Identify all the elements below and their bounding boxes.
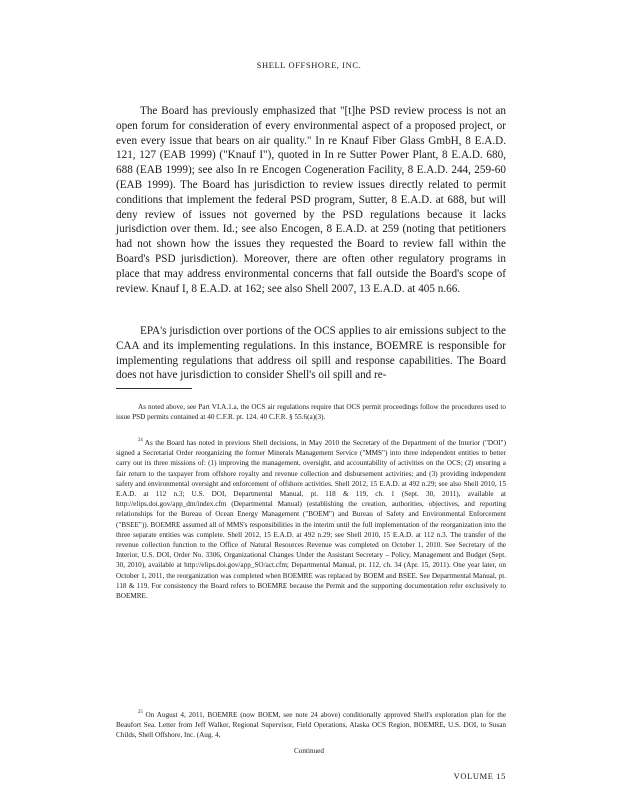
footnote-25 <box>116 710 506 741</box>
running-header: SHELL OFFSHORE, INC. <box>256 60 362 70</box>
volume-label: VOLUME 15 <box>453 771 506 781</box>
body-paragraph-2 <box>116 324 506 383</box>
footnote-1 <box>116 402 506 422</box>
paragraph-text: The Board has previously emphasized that "[t]he PSD review process is not an open forum for consideration of every environmental aspect of a proposed project, or even every issue that bears on air quality." In re Knauf Fiber Glass GmbH, 8 E.A.D. 121, 127 (EAB 1999) ("Knauf I"), quoted in In re Sutter Power Plant, 8 E.A.D. 680, 688 (EAB 1999); see also In re Encogen Cogeneration Facility, 8 E.A.D. 244, 259-60 (EAB 1999). The Board has jurisdiction to review issues directly related to permit conditions that implement the federal PSD program, Sutter, 8 E.A.D. at 688, but will deny review of issues not governed by the PSD regulations because it lacks jurisdiction over them. Id.; see also Encogen, 8 E.A.D. at 259 (noting that petitioners had not shown how the issues they requested the Board to review fall within the Board's PSD jurisdiction). Moreover, there are often other regulatory programs in place that may address environmental concerns that fall outside the Board's scope of review. Knauf I, 8 E.A.D. at 162; see also Shell 2007, 13 E.A.D. at 405 n.66. <box>116 105 506 295</box>
footnote-text: As the Board has noted in previous Shell decisions, in May 2010 the Secretary of the Department of the Interior ("DOI") signed a Secretarial Order reorganizing the former Minerals Management Service ("MMS") into three independent entities to better carry out its three missions of: (1) improving the management, oversight, and accountability of activities on the OCS; (2) ensuring a fair return to the taxpayer from offshore royalty and revenue collection and disbursement activities; and (3) providing independent safety and environmental oversight and enforcement of offshore activities. Shell 2012, 15 E.A.D. at 492 n.29; see also Shell 2010, 15 E.A.D. at 112 n.3; U.S. DOI, Departmental Manual, pt. 118 & 119, ch. 1 (Sept. 30, 2011), available at http://elips.doi.gov/app_dm/index.cfm (Departmental Manual) (establishing the creation, authorities, objectives, and reporting relationships for the Bureau of Ocean Energy Management ("BOEM") and Bureau of Safety and Environmental Enforcement ("BSEE")). BOEMRE assumed all of MMS's responsibilities in the interim until the full implementation of the reorganization into the three separate entities was complete. Shell 2012, 15 E.A.D. at 492 n.29; see Shell 2010, 15 E.A.D. at 112 n.3. The transfer of the revenue collection function to the Office of Natural Resources Revenue was completed on October 1, 2010. See Secretary of the Interior, U.S. DOI, Order No. 3306, Organizational Changes Under the Assistant Secretary – Policy, Management and Budget (Sept. 30, 2010), available at http://elips.doi.gov/app_SO/act.cfm; Departmental Manual, pt. 112, ch. 34 (Apr. 15, 2011). One year later, on October 1, 2011, the reorganization was completed when BOEMRE was replaced by BOEM and BSEE. See Departmental Manual, pt. 118 & 119. For consistency the Board refers to BOEMRE because the Permit and the supporting documentation refer exclusively to BOEMRE. <box>116 439 506 601</box>
footnote-mark: 25 <box>138 710 143 715</box>
continued-label: Continued <box>294 747 324 755</box>
footnote-24 <box>116 438 506 601</box>
body-paragraph-1 <box>116 104 506 296</box>
paragraph-text: EPA's jurisdiction over portions of the OCS applies to air emissions subject to the CAA and its implementing regulations. In this instance, BOEMRE is responsible for implementing regulations that address oil spill and response capabilities. The Board does not have jurisdiction to consider Shell's oil spill and re- <box>116 325 506 382</box>
footnote-divider <box>116 388 192 389</box>
footnote-text: On August 4, 2011, BOEMRE (now BOEM, see note 24 above) conditionally approved Shell's exploration plan for the Beaufort Sea. Letter from Jeff Walker, Regional Supervisor, Field Operations, Alaska OCS Region, BOEMRE, U.S. DOI, to Susan Childs, Shell Offshore, Inc. (Aug. 4, <box>116 711 507 740</box>
footnote-mark: 24 <box>138 438 143 443</box>
footnote-text: As noted above, see Part VI.A.1.a, the OCS air regulations require that OCS permit proceedings follow the procedures used to issue PSD permits contained at 40 C.F.R. pt. 124. 40 C.F.R. § 55.6(a)(3). <box>116 403 506 422</box>
